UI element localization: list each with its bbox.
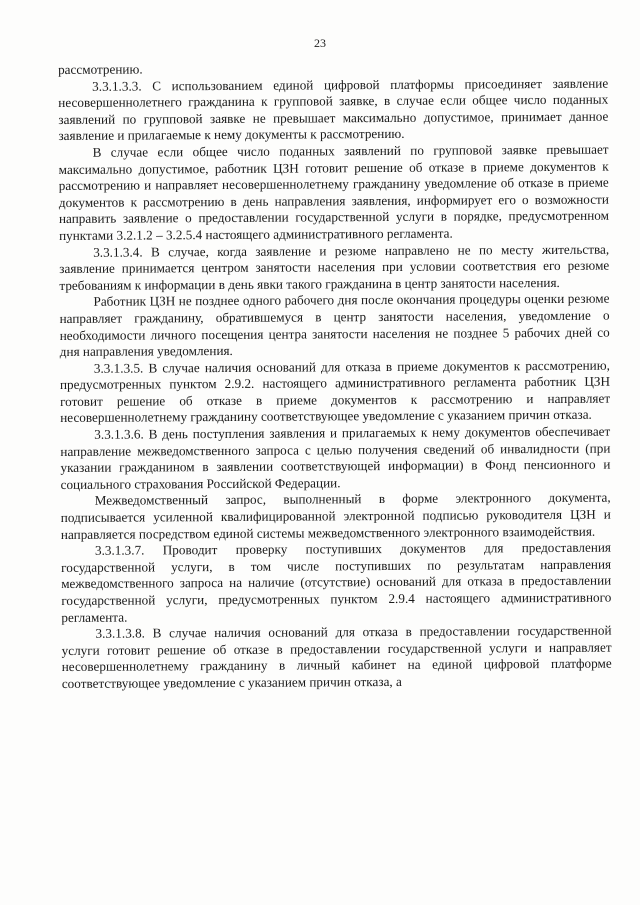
paragraph-3-3-1-3-7: 3.3.1.3.7. Проводит проверку поступивших документов для предоставления государственной услуги, в том числе поступивших по результатам направления межведомственного запроса на наличие (отсутствие) оснований для отказа в предоставлении государственной услуги, предусмотренных пунктом 2.9.4 настоящего административного регламента. <box>61 539 612 625</box>
paragraph-interagency-request: Межведомственный запрос, выполненный в форме электронного документа, подписывается усиленной квалифицированной электронной подписью руководителя ЦЗН и направляется посредством единой системы межведомственного электронного взаимодействия. <box>60 490 611 542</box>
paragraph-3-3-1-3-3: 3.3.1.3.3. С использованием единой цифровой платформы присоединяет заявление несовершеннолетнего гражданина к групповой заявке, в случае если общее число поданных заявлений по групповой заявке не превышает максимально допустимое, принимает данное заявление и прилагаемые к нему документы к рассмотрению. <box>58 75 609 144</box>
paragraph-3-3-1-3-8: 3.3.1.3.8. В случае наличия оснований для отказа в предоставлении государственной услуги готовит решение об отказе в предоставлении государственной услуги и направляет несовершеннолетнему гражданину в личный кабинет на единой цифровой платформе соответствующее уведомление с указанием причин отказа, а <box>61 622 612 691</box>
paragraph-3-3-1-3-5: 3.3.1.3.5. В случае наличия оснований для отказа в приеме документов к рассмотрению, предусмотренных пунктом 2.9.2. настоящего административного регламента работник ЦЗН готовит решение об отказе в приеме документов к рассмотрению и направляет несовершеннолетнему гражданину соответствующее уведомление с указанием причин отказа. <box>59 357 611 426</box>
paragraph-3-3-1-3-4: 3.3.1.3.4. В случае, когда заявление и резюме направлено не по месту жительства, заявление принимается центром занятости населения при условии соответствия его резюме требованиям к информации в день явки такого гражданина в центр занятости населения. <box>59 241 610 293</box>
document-body <box>58 59 612 693</box>
paragraph-3-3-1-3-6: 3.3.1.3.6. В день поступления заявления и прилагаемых к нему документов обеспечивает направление межведомственного запроса с целью получения сведений об инвалидности (при указании гражданином в заявлении соответствующей информации) в Фонд пенсионного и социального страхования Российской Федерации. <box>60 423 611 492</box>
page-number: 23 <box>314 36 326 50</box>
paragraph-group-limit-exceeded: В случае если общее число поданных заявлений по групповой заявке превышает максимально допустимое, работник ЦЗН готовит решение об отказе в приеме документов к рассмотрению и направляет несовершеннолетнему гражданину уведомление об отказе в приеме документов к рассмотрению в день направления заявления, информирует его о возможности направить заявление о предоставлении государственной услуги в порядке, предусмотренном пунктами 3.2.1.2 – 3.2.5.4 настоящего административного регламента. <box>58 141 609 243</box>
paragraph-continuation: рассмотрению. <box>58 61 143 77</box>
paragraph-czn-worker-notice: Работник ЦЗН не позднее одного рабочего дня после окончания процедуры оценки резюме направляет гражданину, обратившемуся в центр занятости населения, уведомление о необходимости личного посещения центра занятости населения не позднее 5 рабочих дней со дня направления уведомления. <box>59 290 610 360</box>
